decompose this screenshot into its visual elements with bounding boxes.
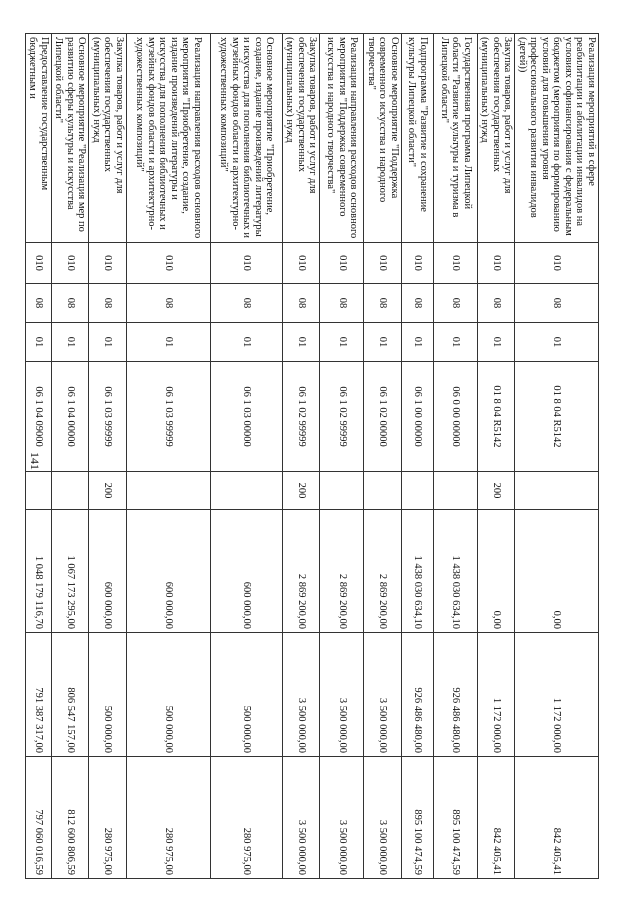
subsection-code-cell: 01	[364, 323, 402, 362]
expense-type-cell	[211, 472, 283, 510]
table-row	[211, 34, 283, 879]
section-code-cell: 08	[26, 284, 52, 323]
amount-year1-cell: 2 869 200,00	[283, 510, 321, 633]
table-row	[478, 34, 516, 879]
target-article-cell: 06 1 02 99999	[283, 362, 321, 472]
row-name-cell: Государственная программа Липецкой области "Развитие культуры и туризма в Липецкой области"	[434, 34, 478, 243]
table-row	[26, 34, 52, 879]
amount-year2-cell: 3 500 000,00	[364, 633, 402, 757]
subsection-code-cell: 01	[402, 323, 434, 362]
target-article-cell: 06 1 03 00000	[211, 362, 283, 472]
grbs-code-cell: 010	[364, 243, 402, 284]
row-name-cell: Закупка товаров, работ и услуг для обеспечения государственных (муниципальных) нужд	[283, 34, 321, 243]
table-row	[515, 34, 599, 879]
expense-type-cell: 200	[478, 472, 516, 510]
table-row	[283, 34, 321, 879]
table-row	[402, 34, 434, 879]
grbs-code-cell: 010	[26, 243, 52, 284]
amount-year1-cell: 600 000,00	[89, 510, 127, 633]
amount-year2-cell: 926 486 480,00	[402, 633, 434, 757]
grbs-code-cell: 010	[127, 243, 211, 284]
subsection-code-cell: 01	[515, 323, 599, 362]
subsection-code-cell: 01	[478, 323, 516, 362]
subsection-code-cell: 01	[320, 323, 364, 362]
expense-type-cell	[52, 472, 90, 510]
amount-year3-cell: 842 405,41	[515, 757, 599, 879]
amount-year3-cell: 280 975,00	[127, 757, 211, 879]
subsection-code-cell: 01	[127, 323, 211, 362]
grbs-code-cell: 010	[211, 243, 283, 284]
row-name-cell: Предоставление государственным бюджетным и	[26, 34, 52, 243]
section-code-cell: 08	[478, 284, 516, 323]
amount-year1-cell: 1 438 030 634,10	[402, 510, 434, 633]
amount-year1-cell: 0,00	[515, 510, 599, 633]
amount-year1-cell: 600 000,00	[211, 510, 283, 633]
expense-type-cell	[127, 472, 211, 510]
target-article-cell: 06 1 04 00000	[52, 362, 90, 472]
expense-type-cell	[26, 472, 52, 510]
section-code-cell: 08	[320, 284, 364, 323]
subsection-code-cell: 01	[211, 323, 283, 362]
expense-type-cell	[320, 472, 364, 510]
target-article-cell: 06 1 04 09000	[26, 362, 52, 472]
amount-year3-cell: 3 500 000,00	[283, 757, 321, 879]
section-code-cell: 08	[52, 284, 90, 323]
amount-year1-cell: 600 000,00	[127, 510, 211, 633]
amount-year3-cell: 842 405,41	[478, 757, 516, 879]
amount-year1-cell: 2 869 200,00	[320, 510, 364, 633]
row-name-cell: Основное мероприятие "Приобретение, создание, издание произведений литературы и искусства для пополнения библиотечных и музейных фондов области и архитектурно-художественных композиций"	[211, 34, 283, 243]
expense-type-cell	[402, 472, 434, 510]
target-article-cell: 06 1 02 00000	[364, 362, 402, 472]
row-name-cell: Основное мероприятие "Поддержка современного искусства и народного творчества"	[364, 34, 402, 243]
table-row	[320, 34, 364, 879]
amount-year2-cell: 500 000,00	[211, 633, 283, 757]
amount-year3-cell: 280 975,00	[89, 757, 127, 879]
budget-table	[25, 33, 599, 879]
section-code-cell: 08	[283, 284, 321, 323]
grbs-code-cell: 010	[52, 243, 90, 284]
amount-year2-cell: 806 547 157,00	[52, 633, 90, 757]
table-row	[52, 34, 90, 879]
grbs-code-cell: 010	[478, 243, 516, 284]
amount-year1-cell: 0,00	[478, 510, 516, 633]
page-number: 141	[28, 452, 42, 470]
amount-year3-cell: 280 975,00	[211, 757, 283, 879]
target-article-cell: 01 8 04 R5142	[478, 362, 516, 472]
amount-year2-cell: 926 486 480,00	[434, 633, 478, 757]
amount-year2-cell: 791 387 317,00	[26, 633, 52, 757]
grbs-code-cell: 010	[89, 243, 127, 284]
target-article-cell: 06 1 03 99999	[89, 362, 127, 472]
section-code-cell: 08	[364, 284, 402, 323]
table-row	[364, 34, 402, 879]
subsection-code-cell: 01	[434, 323, 478, 362]
amount-year3-cell: 895 100 474,59	[402, 757, 434, 879]
row-name-cell: Реализация направления расходов основного мероприятия "Поддержка современного искусства и народного творчества"	[320, 34, 364, 243]
amount-year3-cell: 895 100 474,59	[434, 757, 478, 879]
row-name-cell: Реализация направления расходов основного мероприятия "Приобретение, создание, издание произведений литературы и искусства для пополнения библиотечных и музейных фондов области и архитектурно-художественных композиций"	[127, 34, 211, 243]
section-code-cell: 08	[515, 284, 599, 323]
grbs-code-cell: 010	[515, 243, 599, 284]
amount-year3-cell: 3 500 000,00	[364, 757, 402, 879]
amount-year2-cell: 1 172 000,00	[515, 633, 599, 757]
expense-type-cell	[364, 472, 402, 510]
expense-type-cell	[515, 472, 599, 510]
row-name-cell: Закупка товаров, работ и услуг для обеспечения государственных (муниципальных) нужд	[478, 34, 516, 243]
row-name-cell: Основное мероприятие "Реализация мер по развитию сферы культуры и искусства Липецкой области"	[52, 34, 90, 243]
section-code-cell: 08	[211, 284, 283, 323]
section-code-cell: 08	[89, 284, 127, 323]
subsection-code-cell: 01	[283, 323, 321, 362]
target-article-cell: 06 0 00 00000	[434, 362, 478, 472]
grbs-code-cell: 010	[320, 243, 364, 284]
expense-type-cell: 200	[89, 472, 127, 510]
section-code-cell: 08	[434, 284, 478, 323]
amount-year3-cell: 3 500 000,00	[320, 757, 364, 879]
amount-year2-cell: 1 172 000,00	[478, 633, 516, 757]
amount-year2-cell: 3 500 000,00	[320, 633, 364, 757]
amount-year2-cell: 3 500 000,00	[283, 633, 321, 757]
table-row	[127, 34, 211, 879]
amount-year2-cell: 500 000,00	[127, 633, 211, 757]
target-article-cell: 06 1 02 99999	[320, 362, 364, 472]
row-name-cell: Подпрограмма "Развитие и сохранение культуры Липецкой области"	[402, 34, 434, 243]
amount-year1-cell: 1 438 030 634,10	[434, 510, 478, 633]
amount-year2-cell: 500 000,00	[89, 633, 127, 757]
amount-year3-cell: 812 600 806,59	[52, 757, 90, 879]
target-article-cell: 01 8 04 R5142	[515, 362, 599, 472]
expense-type-cell: 200	[283, 472, 321, 510]
grbs-code-cell: 010	[434, 243, 478, 284]
amount-year1-cell: 2 869 200,00	[364, 510, 402, 633]
amount-year3-cell: 797 060 016,59	[26, 757, 52, 879]
grbs-code-cell: 010	[283, 243, 321, 284]
amount-year1-cell: 1 067 173 295,00	[52, 510, 90, 633]
target-article-cell: 06 1 03 99999	[127, 362, 211, 472]
budget-table-body	[26, 34, 599, 879]
target-article-cell: 06 1 00 00000	[402, 362, 434, 472]
section-code-cell: 08	[127, 284, 211, 323]
subsection-code-cell: 01	[26, 323, 52, 362]
row-name-cell: Реализация мероприятий в сфере реабилитации и абилитации инвалидов на условиях софинансирования с федеральным бюджетом (мероприятия по формированию условий для повышения уровня профессионального развития инвалидов (детей))	[515, 34, 599, 243]
expense-type-cell	[434, 472, 478, 510]
section-code-cell: 08	[402, 284, 434, 323]
amount-year1-cell: 1 048 179 116,70	[26, 510, 52, 633]
grbs-code-cell: 010	[402, 243, 434, 284]
subsection-code-cell: 01	[89, 323, 127, 362]
subsection-code-cell: 01	[52, 323, 90, 362]
row-name-cell: Закупка товаров, работ и услуг для обеспечения государственных (муниципальных) нужд	[89, 34, 127, 243]
table-row	[89, 34, 127, 879]
table-row	[434, 34, 478, 879]
